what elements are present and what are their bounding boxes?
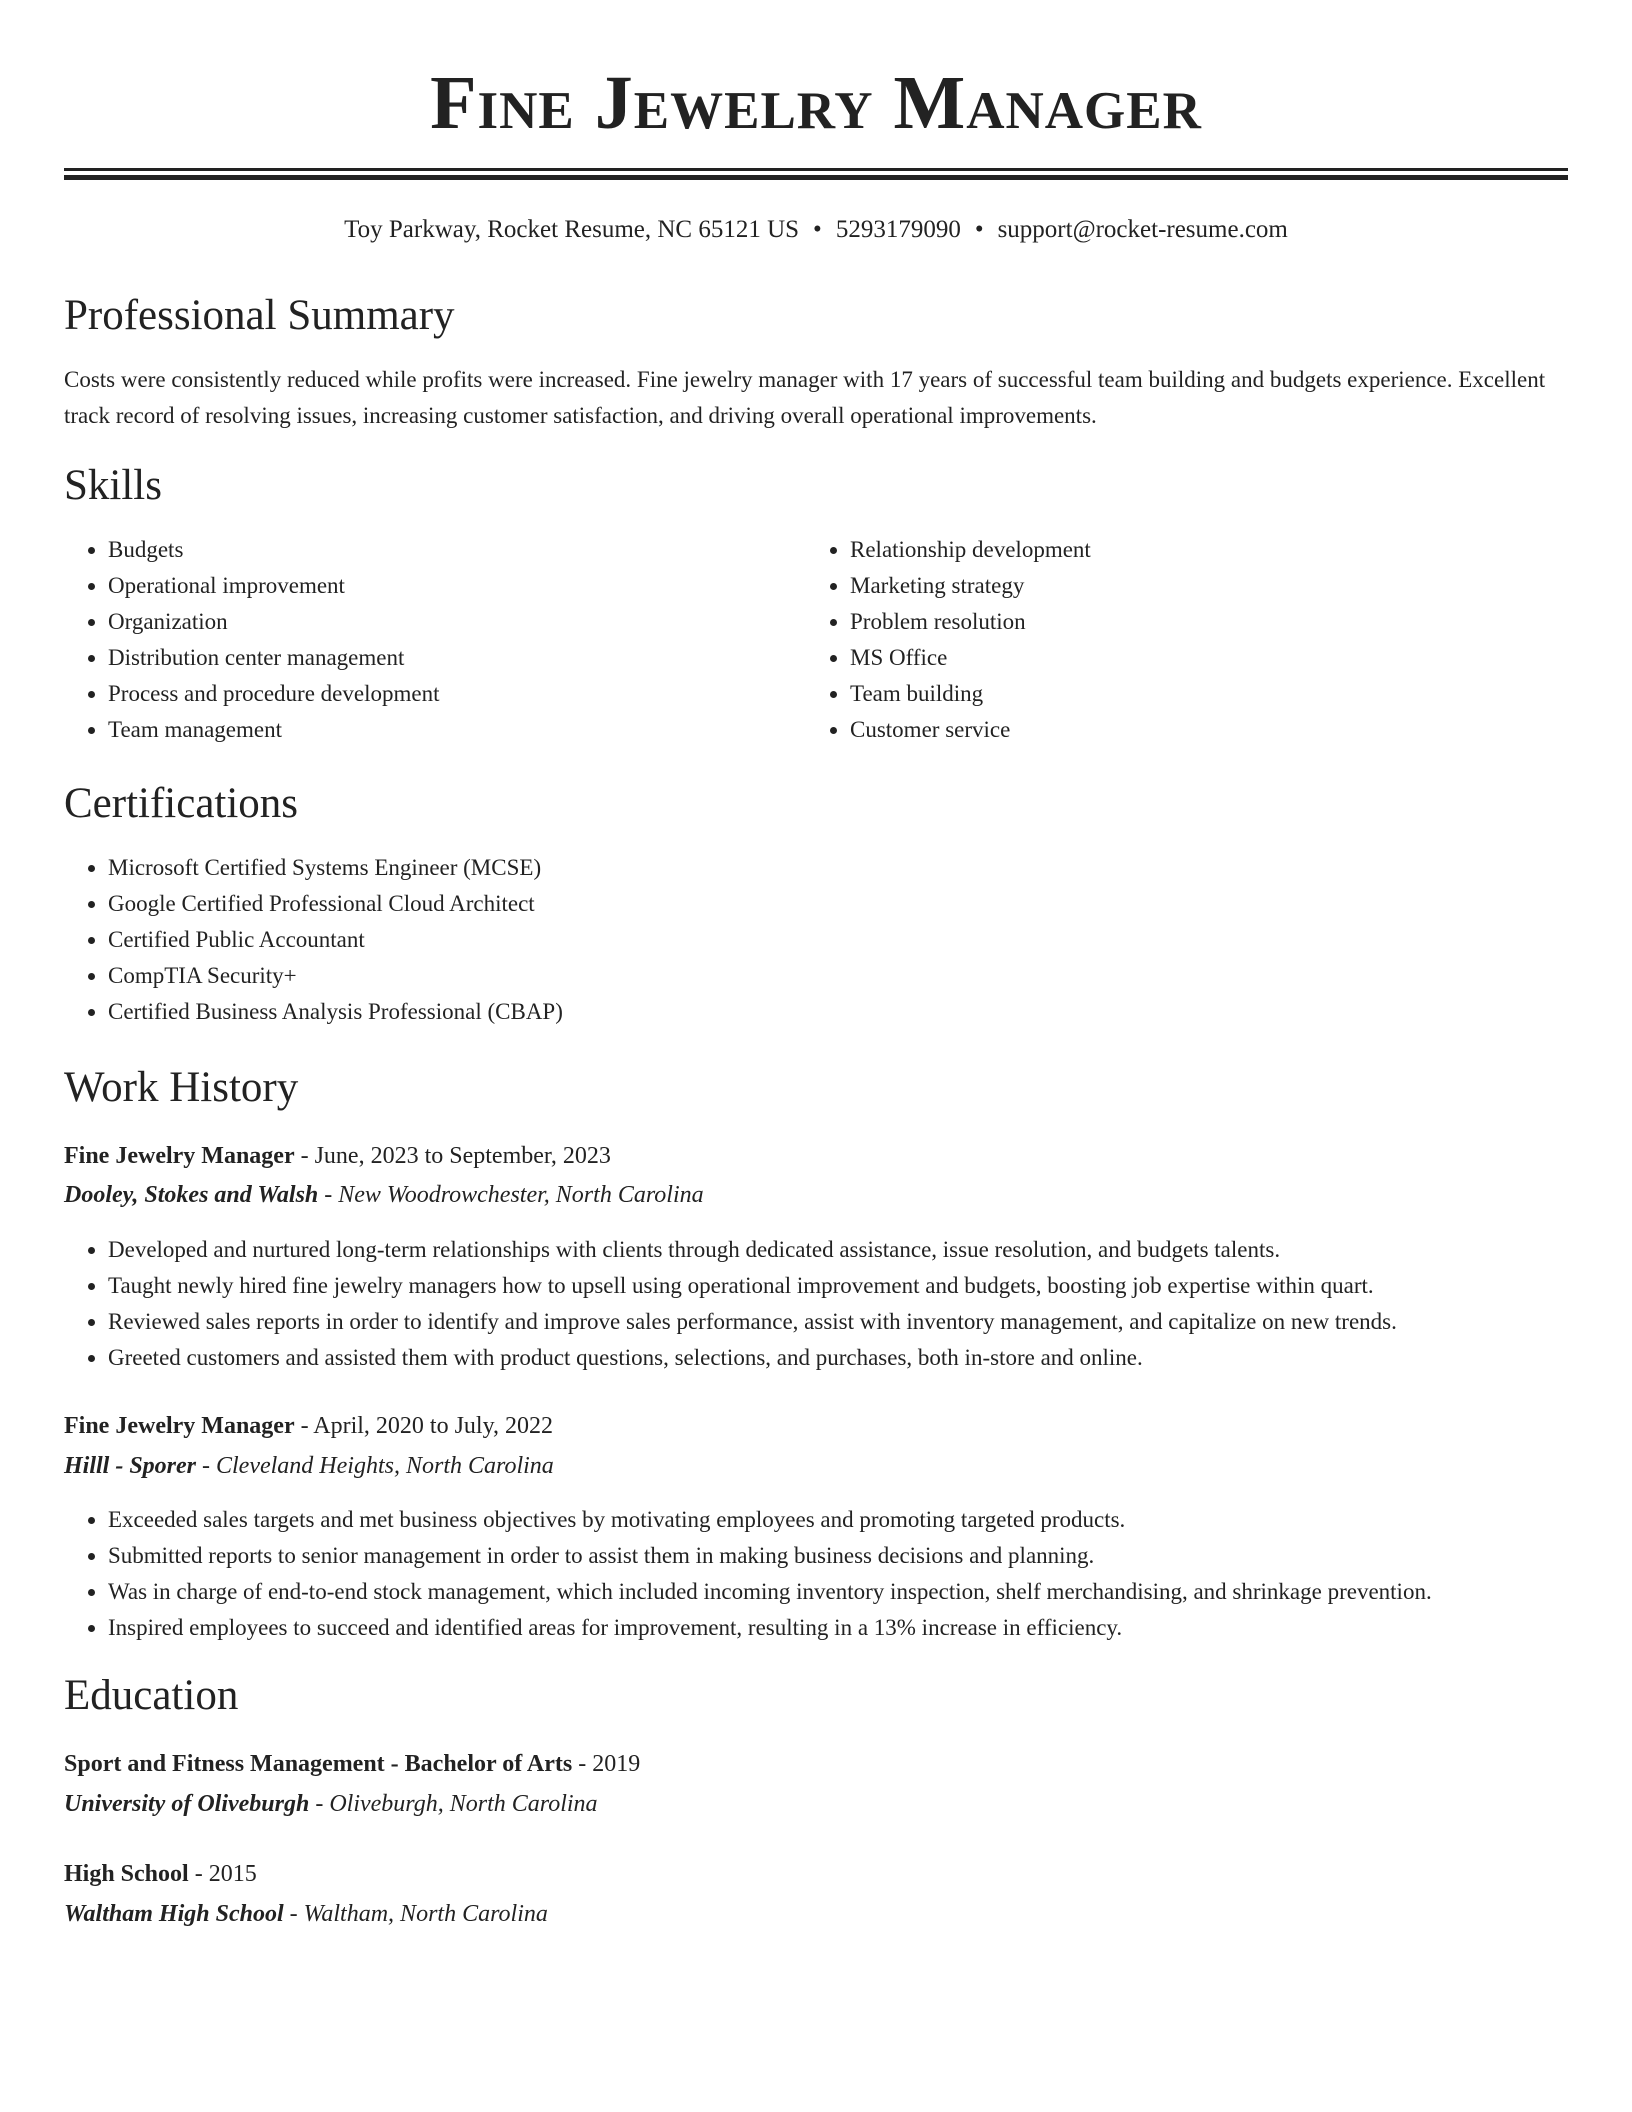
job-header (64, 1408, 553, 1444)
job-employer (64, 1448, 554, 1484)
certification-item: • CompTIA Security+ (108, 958, 1508, 994)
skill-item: • Operational improvement (108, 568, 788, 604)
skill-item: • Relationship development (850, 532, 1550, 568)
education-header (64, 1746, 640, 1782)
certification-item: • Certified Business Analysis Professional (CBAP) (108, 994, 1508, 1030)
job-location: - New Woodrowchester, North Carolina (318, 1182, 704, 1208)
skill-item: • MS Office (850, 640, 1550, 676)
job-bullet: • Inspired employees to succeed and identified areas for improvement, resulting in a 13% increase in efficiency. (108, 1610, 1612, 1646)
contact-separator: • (813, 216, 822, 243)
skill-item: • Marketing strategy (850, 568, 1550, 604)
resume-title: Fine Jewelry Manager (430, 61, 1202, 145)
work-history-heading: Work History (64, 1064, 299, 1111)
education-location: - Oliveburgh, North Carolina (309, 1791, 598, 1817)
certifications-list (64, 850, 1508, 1030)
job-bullet: • Was in charge of end-to-end stock management, which included incoming inventory inspection, shelf merchandising, and shrinkage prevention. (108, 1574, 1612, 1610)
job-dates: - April, 2020 to July, 2022 (294, 1413, 554, 1439)
contact-separator: • (974, 216, 984, 243)
skill-item: • Organization (108, 604, 788, 640)
job-location: - Cleveland Heights, North Carolina (196, 1453, 554, 1479)
skill-item: • Budgets (108, 532, 788, 568)
contact-email: support@rocket-resume.com (997, 216, 1288, 243)
job-bullet: • Greeted customers and assisted them with product questions, selections, and purchases, both in-store and online. (108, 1340, 1612, 1376)
job-title: Fine Jewelry Manager (64, 1143, 295, 1169)
education-degree: Sport and Fitness Management - Bachelor of Arts (64, 1751, 573, 1777)
skills-list-right (806, 532, 1550, 748)
job-bullet: • Developed and nurtured long-term relationships with clients through dedicated assistance, issue resolution, and budgets talents. (108, 1232, 1612, 1268)
skill-item: • Process and procedure development (108, 676, 788, 712)
job-dates: - June, 2023 to September, 2023 (294, 1143, 611, 1169)
contact-address: Toy Parkway, Rocket Resume, NC 65121 US (344, 216, 800, 243)
skill-item: • Team management (108, 712, 788, 748)
job-bullets (64, 1232, 1612, 1376)
job-bullets (64, 1502, 1612, 1646)
skill-item: • Problem resolution (850, 604, 1550, 640)
education-school: Waltham High School (64, 1901, 284, 1927)
job-header (64, 1138, 611, 1174)
certifications-heading: Certifications (64, 780, 299, 827)
skill-item: • Team building (850, 676, 1550, 712)
certification-item: • Microsoft Certified Systems Engineer (MCSE) (108, 850, 1508, 886)
job-employer (64, 1177, 704, 1213)
job-company: Hilll - Sporer (64, 1453, 197, 1479)
skill-item: • Distribution center management (108, 640, 788, 676)
skills-list-left (64, 532, 788, 748)
education-degree: High School (64, 1861, 189, 1887)
certification-item: • Google Certified Professional Cloud Architect (108, 886, 1508, 922)
education-school-line (64, 1896, 548, 1932)
education-heading: Education (64, 1672, 239, 1719)
job-bullet: • Exceeded sales targets and met business objectives by motivating employees and promoting targeted products. (108, 1502, 1612, 1538)
education-year: - 2015 (188, 1861, 257, 1887)
education-location: - Waltham, North Carolina (283, 1901, 548, 1927)
summary-heading: Professional Summary (64, 292, 455, 339)
skill-item: • Customer service (850, 712, 1550, 748)
job-bullet: • Submitted reports to senior management in order to assist them in making business decisions and planning. (108, 1538, 1612, 1574)
summary-text: Costs were consistently reduced while profits were increased. Fine jewelry manager with 17 years of successful team building and budgets experience. Excellent track record of resolving issues, increasing customer satisfaction, and driving overall operational improvements. (64, 367, 1546, 428)
job-company: Dooley, Stokes and Walsh (64, 1182, 319, 1208)
title-rule-thick (64, 175, 1568, 180)
job-bullet: • Taught newly hired fine jewelry managers how to upsell using operational improvement and budgets, boosting job expertise within quart. (108, 1268, 1612, 1304)
job-title: Fine Jewelry Manager (64, 1413, 295, 1439)
education-school-line (64, 1786, 598, 1822)
education-school: University of Oliveburgh (64, 1791, 310, 1817)
title-rule-thin (64, 168, 1568, 171)
education-year: - 2019 (572, 1751, 641, 1777)
certification-item: • Certified Public Accountant (108, 922, 1508, 958)
job-bullet: • Reviewed sales reports in order to identify and improve sales performance, assist with inventory management, and capitalize on new trends. (108, 1304, 1612, 1340)
education-header (64, 1856, 257, 1892)
skills-heading: Skills (64, 462, 162, 509)
contact-phone: 5293179090 (835, 216, 961, 243)
contact-line (64, 213, 1568, 247)
